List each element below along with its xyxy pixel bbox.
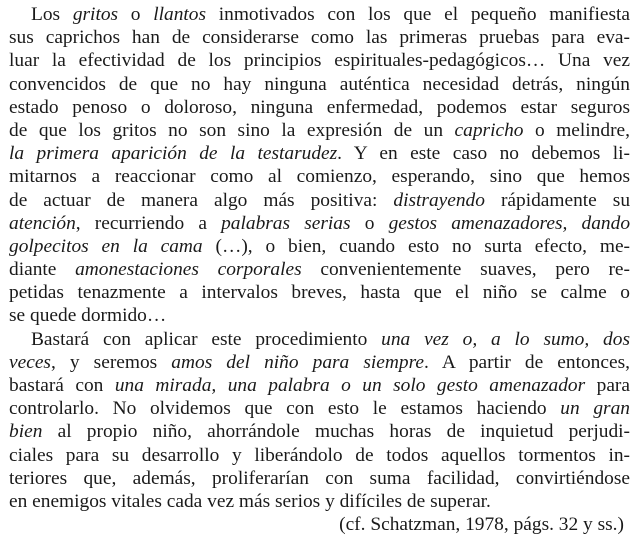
text-segment: se quede dormido…: [9, 305, 167, 327]
text-line: [9, 281, 630, 304]
italic-phrase: amonestaciones corporales: [75, 259, 302, 281]
text-segment: para: [585, 375, 630, 396]
text-line: [9, 235, 630, 258]
text-segment: o melindre,: [523, 119, 630, 141]
text-line: [9, 96, 630, 119]
text-segment: mitarnos a reaccionar como al comienzo, esperando, sino que hemos: [9, 166, 630, 188]
italic-phrase: gestos amenazadores, dando: [388, 212, 631, 234]
text-line: [9, 397, 630, 420]
italic-phrase: la primera aparición de la testarudez: [9, 143, 338, 165]
italic-phrase: atención: [9, 212, 76, 234]
text-segment: petidas tenazmente a intervalos breves, hasta que el niño se calme o: [9, 282, 630, 304]
italic-phrase: un gran: [560, 398, 630, 420]
italic-phrase: capricho: [454, 119, 524, 141]
text-line: [9, 304, 630, 327]
text-line: [9, 49, 630, 72]
text-line: [9, 490, 630, 513]
text-segment: de actuar de manera algo más positiva:: [9, 189, 394, 211]
text-segment: luar la efectividad de los principios espirituales-pedagógicos… Una vez: [9, 50, 630, 72]
text-segment: bastará con: [9, 375, 115, 396]
italic-phrase: distrayendo: [393, 189, 485, 211]
text-segment: . Y en este caso no debemos li-: [337, 143, 630, 165]
text-segment: sus caprichos han de considerarse como las primeras pruebas para eva-: [9, 27, 630, 49]
italic-phrase: gritos: [72, 4, 119, 25]
text-segment: estado penoso o doloroso, ninguna enfermedad, podemos estar seguros: [9, 96, 630, 118]
text-line: [9, 467, 630, 490]
text-segment: de que los gritos no son sino la expresión de un: [9, 119, 455, 141]
text-segment: inmotivados con los que el pequeño manifiesta: [206, 4, 630, 25]
text-segment: en enemigos vitales cada vez más serios y difíciles de superar.: [9, 490, 491, 512]
citation-line: [9, 513, 630, 536]
italic-phrase: llantos: [153, 4, 207, 25]
text-segment: Bastará con aplicar este procedimiento: [31, 328, 382, 350]
text-line: [9, 165, 630, 188]
text-segment: diante: [9, 259, 76, 281]
italic-phrase: amos del niño para siempre: [171, 351, 424, 373]
text-segment: o: [118, 4, 154, 25]
text-line: [9, 3, 630, 26]
text-segment: (cf. Schatzman, 1978, págs. 32 y ss.): [339, 514, 624, 536]
text-line: [9, 142, 630, 165]
italic-phrase: veces: [9, 351, 51, 373]
text-line: [9, 374, 630, 397]
text-line: [9, 258, 630, 281]
text-line: [9, 351, 630, 374]
text-segment: ciales para su desarrollo y liberándolo de todos aquellos tormentos in-: [9, 444, 630, 466]
text-line: [9, 444, 630, 467]
text-segment: . A partir de entonces,: [424, 351, 630, 373]
text-segment: , y seremos: [50, 351, 172, 373]
text-line: [9, 420, 630, 443]
text-line: [9, 119, 630, 142]
text-line: [9, 189, 630, 212]
italic-phrase: una vez o, a lo sumo, dos: [381, 328, 630, 350]
text-segment: convenientemente suaves, pero re-: [301, 259, 630, 281]
italic-phrase: bien: [9, 421, 43, 443]
text-line: [9, 73, 630, 96]
text-line: [9, 26, 630, 49]
text-line: [9, 212, 630, 235]
text-segment: al propio niño, ahorrándole muchas horas de inquietud perjudi-: [42, 421, 630, 443]
text-line: [9, 328, 630, 351]
text-segment: rápidamente su: [484, 189, 631, 211]
italic-phrase: una mirada, una palabra o un solo gesto amenazador: [114, 375, 586, 396]
italic-phrase: golpecitos en la cama: [9, 235, 203, 257]
quoted-passage: [9, 3, 630, 536]
text-segment: teriores que, además, proliferarían con suma facilidad, convirtiéndose: [9, 467, 630, 489]
text-segment: convencidos de que no hay ninguna auténtica necesidad detrás, ningún: [9, 73, 630, 95]
text-segment: Los: [31, 4, 73, 25]
italic-phrase: palabras serias: [221, 212, 351, 234]
text-segment: controlarlo. No olvidemos que con esto le estamos haciendo: [9, 398, 561, 420]
text-segment: o: [350, 212, 389, 234]
text-segment: (…), o bien, cuando esto no surta efecto, me-: [202, 235, 631, 257]
text-segment: , recurriendo a: [75, 212, 222, 234]
